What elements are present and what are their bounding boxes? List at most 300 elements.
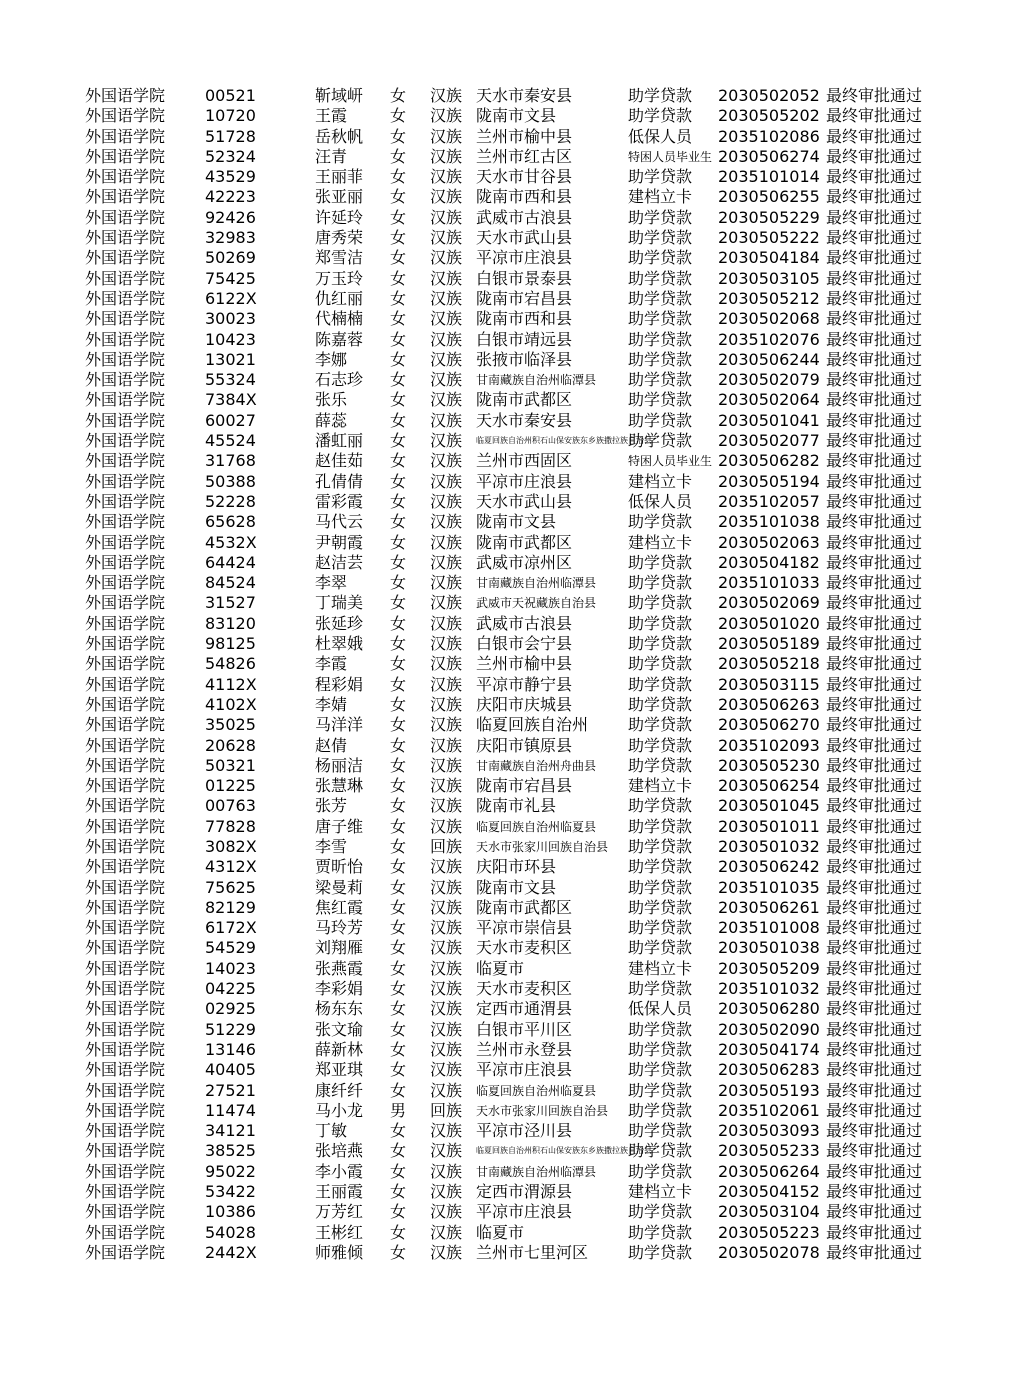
college-cell: 外国语学院 [85, 228, 166, 248]
type-cell: 助学贷款 [628, 573, 693, 593]
id-cell: 60027 [205, 410, 256, 430]
ethnicity-cell: 汉族 [430, 1141, 463, 1161]
id-cell: 65628 [205, 512, 256, 532]
ethnicity-cell: 汉族 [430, 776, 463, 796]
college-cell: 外国语学院 [85, 1080, 166, 1100]
status-cell: 最终审批通过 [826, 634, 923, 654]
region-cell: 临夏市 [476, 1222, 525, 1242]
table-row [85, 492, 945, 512]
name-cell: 李翠 [315, 573, 348, 593]
college-cell: 外国语学院 [85, 349, 166, 369]
code-cell: 2030503105 [718, 268, 820, 288]
status-cell: 最终审批通过 [826, 938, 923, 958]
table-row [85, 1040, 945, 1060]
gender-cell: 女 [390, 654, 407, 674]
region-cell: 天水市武山县 [476, 228, 573, 248]
college-cell: 外国语学院 [85, 816, 166, 836]
table-row [85, 1182, 945, 1202]
status-cell: 最终审批通过 [826, 694, 923, 714]
ethnicity-cell: 汉族 [430, 309, 463, 329]
type-cell: 助学贷款 [628, 613, 693, 633]
gender-cell: 女 [390, 228, 407, 248]
table-row [85, 918, 945, 938]
type-cell: 助学贷款 [628, 755, 693, 775]
gender-cell: 女 [390, 491, 407, 511]
college-cell: 外国语学院 [85, 1121, 166, 1141]
code-cell: 2030505212 [718, 288, 820, 308]
table-row [85, 350, 945, 370]
gender-cell: 女 [390, 836, 407, 856]
college-cell: 外国语学院 [85, 613, 166, 633]
type-cell: 助学贷款 [628, 329, 693, 349]
name-cell: 郑雪洁 [315, 248, 364, 268]
region-cell: 平凉市庄浪县 [476, 471, 573, 491]
ethnicity-cell: 汉族 [430, 694, 463, 714]
college-cell: 外国语学院 [85, 1100, 166, 1120]
code-cell: 2035102057 [718, 491, 820, 511]
table-row [85, 1223, 945, 1243]
ethnicity-cell: 汉族 [430, 207, 463, 227]
name-cell: 马小龙 [315, 1100, 364, 1120]
name-cell: 张慧琳 [315, 776, 364, 796]
name-cell: 薛新林 [315, 1039, 364, 1059]
type-cell: 建档立卡 [628, 187, 693, 207]
type-cell: 助学贷款 [628, 674, 693, 694]
name-cell: 程彩娟 [315, 674, 364, 694]
table-row [85, 1060, 945, 1080]
code-cell: 2030502078 [718, 1242, 820, 1262]
gender-cell: 女 [390, 167, 407, 187]
status-cell: 最终审批通过 [826, 715, 923, 735]
college-cell: 外国语学院 [85, 634, 166, 654]
name-cell: 杨丽洁 [315, 755, 364, 775]
college-cell: 外国语学院 [85, 431, 166, 451]
name-cell: 万芳红 [315, 1202, 364, 1222]
ethnicity-cell: 回族 [430, 836, 463, 856]
ethnicity-cell: 汉族 [430, 370, 463, 390]
gender-cell: 女 [390, 309, 407, 329]
type-cell: 助学贷款 [628, 735, 693, 755]
table-row [85, 553, 945, 573]
id-cell: 95022 [205, 1161, 256, 1181]
id-cell: 35025 [205, 715, 256, 735]
name-cell: 梁曼莉 [315, 877, 364, 897]
ethnicity-cell: 汉族 [430, 431, 463, 451]
status-cell: 最终审批通过 [826, 207, 923, 227]
gender-cell: 女 [390, 735, 407, 755]
code-cell: 2030505202 [718, 106, 820, 126]
status-cell: 最终审批通过 [826, 958, 923, 978]
region-cell: 陇南市西和县 [476, 187, 573, 207]
name-cell: 杜翠娥 [315, 634, 364, 654]
id-cell: 54826 [205, 654, 256, 674]
table-row [85, 208, 945, 228]
table-row [85, 370, 945, 390]
name-cell: 李娜 [315, 349, 348, 369]
ethnicity-cell: 汉族 [430, 999, 463, 1019]
status-cell: 最终审批通过 [826, 329, 923, 349]
gender-cell: 男 [390, 1100, 407, 1120]
college-cell: 外国语学院 [85, 1202, 166, 1222]
ethnicity-cell: 汉族 [430, 979, 463, 999]
ethnicity-cell: 汉族 [430, 654, 463, 674]
type-cell: 助学贷款 [628, 106, 693, 126]
name-cell: 石志珍 [315, 370, 364, 390]
college-cell: 外国语学院 [85, 86, 166, 105]
code-cell: 2030502090 [718, 1019, 820, 1039]
ethnicity-cell: 汉族 [430, 674, 463, 694]
college-cell: 外国语学院 [85, 146, 166, 166]
region-cell: 陇南市文县 [476, 106, 557, 126]
type-cell: 助学贷款 [628, 816, 693, 836]
name-cell: 王丽菲 [315, 167, 364, 187]
college-cell: 外国语学院 [85, 390, 166, 410]
type-cell: 助学贷款 [628, 552, 693, 572]
id-cell: 02925 [205, 999, 256, 1019]
gender-cell: 女 [390, 288, 407, 308]
table-row [85, 999, 945, 1019]
ethnicity-cell: 汉族 [430, 1039, 463, 1059]
college-cell: 外国语学院 [85, 593, 166, 613]
type-cell: 助学贷款 [628, 634, 693, 654]
type-cell: 助学贷款 [628, 877, 693, 897]
region-cell: 甘南藏族自治州临潭县 [476, 373, 597, 388]
code-cell: 2035101038 [718, 512, 820, 532]
ethnicity-cell: 汉族 [430, 1019, 463, 1039]
id-cell: 82129 [205, 897, 256, 917]
table-row [85, 1243, 945, 1263]
table-row [85, 796, 945, 816]
college-cell: 外国语学院 [85, 370, 166, 390]
ethnicity-cell: 汉族 [430, 938, 463, 958]
ethnicity-cell: 汉族 [430, 532, 463, 552]
status-cell: 最终审批通过 [826, 1141, 923, 1161]
table-row [85, 634, 945, 654]
name-cell: 陈嘉蓉 [315, 329, 364, 349]
code-cell: 2030506280 [718, 999, 820, 1019]
gender-cell: 女 [390, 958, 407, 978]
name-cell: 靳域岍 [315, 86, 364, 105]
status-cell: 最终审批通过 [826, 86, 923, 105]
table-row [85, 1202, 945, 1222]
gender-cell: 女 [390, 796, 407, 816]
status-cell: 最终审批通过 [826, 146, 923, 166]
gender-cell: 女 [390, 268, 407, 288]
name-cell: 马洋洋 [315, 715, 364, 735]
gender-cell: 女 [390, 634, 407, 654]
ethnicity-cell: 汉族 [430, 167, 463, 187]
region-cell: 临夏回族自治州积石山保安族东乡族撒拉族自治县 [476, 1146, 652, 1156]
status-cell: 最终审批通过 [826, 451, 923, 471]
name-cell: 仇红丽 [315, 288, 364, 308]
region-cell: 天水市秦安县 [476, 410, 573, 430]
status-cell: 最终审批通过 [826, 776, 923, 796]
name-cell: 薛蕊 [315, 410, 348, 430]
table-row [85, 248, 945, 268]
id-cell: 01225 [205, 776, 256, 796]
id-cell: 04225 [205, 979, 256, 999]
region-cell: 天水市麦积区 [476, 979, 573, 999]
college-cell: 外国语学院 [85, 552, 166, 572]
name-cell: 雷彩霞 [315, 491, 364, 511]
status-cell: 最终审批通过 [826, 1060, 923, 1080]
status-cell: 最终审批通过 [826, 877, 923, 897]
region-cell: 兰州市七里河区 [476, 1242, 589, 1262]
type-cell: 助学贷款 [628, 1222, 693, 1242]
college-cell: 外国语学院 [85, 918, 166, 938]
type-cell: 助学贷款 [628, 228, 693, 248]
region-cell: 武威市天祝藏族自治县 [476, 596, 597, 611]
college-cell: 外国语学院 [85, 573, 166, 593]
table-row [85, 878, 945, 898]
id-cell: 50269 [205, 248, 256, 268]
code-cell: 2030505230 [718, 755, 820, 775]
region-cell: 陇南市西和县 [476, 309, 573, 329]
name-cell: 唐秀荣 [315, 228, 364, 248]
id-cell: 30023 [205, 309, 256, 329]
region-cell: 陇南市文县 [476, 512, 557, 532]
type-cell: 低保人员 [628, 999, 693, 1019]
gender-cell: 女 [390, 857, 407, 877]
name-cell: 潘虹丽 [315, 431, 364, 451]
type-cell: 助学贷款 [628, 431, 693, 451]
region-cell: 陇南市武都区 [476, 532, 573, 552]
gender-cell: 女 [390, 370, 407, 390]
college-cell: 外国语学院 [85, 755, 166, 775]
ethnicity-cell: 汉族 [430, 715, 463, 735]
id-cell: 3082X [205, 836, 257, 856]
region-cell: 定西市渭源县 [476, 1182, 573, 1202]
gender-cell: 女 [390, 1080, 407, 1100]
status-cell: 最终审批通过 [826, 390, 923, 410]
gender-cell: 女 [390, 979, 407, 999]
name-cell: 李霞 [315, 654, 348, 674]
gender-cell: 女 [390, 1121, 407, 1141]
id-cell: 13146 [205, 1039, 256, 1059]
name-cell: 马玲芳 [315, 918, 364, 938]
type-cell: 助学贷款 [628, 593, 693, 613]
code-cell: 2030501032 [718, 836, 820, 856]
status-cell: 最终审批通过 [826, 106, 923, 126]
id-cell: 98125 [205, 634, 256, 654]
table-row [85, 654, 945, 674]
college-cell: 外国语学院 [85, 938, 166, 958]
table-row [85, 431, 945, 451]
name-cell: 李婧 [315, 694, 348, 714]
ethnicity-cell: 汉族 [430, 552, 463, 572]
code-cell: 2035101032 [718, 979, 820, 999]
region-cell: 平凉市崇信县 [476, 918, 573, 938]
ethnicity-cell: 汉族 [430, 126, 463, 146]
region-cell: 临夏回族自治州积石山保安族东乡族撒拉族自治县 [476, 436, 652, 446]
college-cell: 外国语学院 [85, 106, 166, 126]
code-cell: 2030501011 [718, 816, 820, 836]
code-cell: 2030506261 [718, 897, 820, 917]
type-cell: 助学贷款 [628, 288, 693, 308]
ethnicity-cell: 汉族 [430, 593, 463, 613]
college-cell: 外国语学院 [85, 674, 166, 694]
gender-cell: 女 [390, 1039, 407, 1059]
type-cell: 助学贷款 [628, 897, 693, 917]
status-cell: 最终审批通过 [826, 309, 923, 329]
code-cell: 2030506270 [718, 715, 820, 735]
status-cell: 最终审批通过 [826, 836, 923, 856]
type-cell: 建档立卡 [628, 1182, 693, 1202]
name-cell: 赵倩 [315, 735, 348, 755]
table-row [85, 756, 945, 776]
region-cell: 天水市张家川回族自治县 [476, 839, 609, 854]
table-row [85, 675, 945, 695]
code-cell: 2030502069 [718, 593, 820, 613]
code-cell: 2030502052 [718, 86, 820, 105]
college-cell: 外国语学院 [85, 796, 166, 816]
id-cell: 31768 [205, 451, 256, 471]
code-cell: 2035102076 [718, 329, 820, 349]
name-cell: 贾昕怡 [315, 857, 364, 877]
region-cell: 天水市武山县 [476, 491, 573, 511]
status-cell: 最终审批通过 [826, 1242, 923, 1262]
table-row [85, 715, 945, 735]
id-cell: 43529 [205, 167, 256, 187]
ethnicity-cell: 汉族 [430, 248, 463, 268]
type-cell: 助学贷款 [628, 1019, 693, 1039]
type-cell: 助学贷款 [628, 715, 693, 735]
type-cell: 助学贷款 [628, 309, 693, 329]
status-cell: 最终审批通过 [826, 755, 923, 775]
id-cell: 53422 [205, 1182, 256, 1202]
status-cell: 最终审批通过 [826, 552, 923, 572]
status-cell: 最终审批通过 [826, 654, 923, 674]
college-cell: 外国语学院 [85, 268, 166, 288]
gender-cell: 女 [390, 877, 407, 897]
status-cell: 最终审批通过 [826, 613, 923, 633]
name-cell: 尹朝霞 [315, 532, 364, 552]
college-cell: 外国语学院 [85, 735, 166, 755]
id-cell: 45524 [205, 431, 256, 451]
status-cell: 最终审批通过 [826, 349, 923, 369]
ethnicity-cell: 汉族 [430, 187, 463, 207]
region-cell: 武威市古浪县 [476, 613, 573, 633]
college-cell: 外国语学院 [85, 1242, 166, 1262]
status-cell: 最终审批通过 [826, 1222, 923, 1242]
college-cell: 外国语学院 [85, 532, 166, 552]
name-cell: 张亚丽 [315, 187, 364, 207]
status-cell: 最终审批通过 [826, 288, 923, 308]
table-row [85, 614, 945, 634]
college-cell: 外国语学院 [85, 1141, 166, 1161]
region-cell: 陇南市宕昌县 [476, 288, 573, 308]
name-cell: 马代云 [315, 512, 364, 532]
status-cell: 最终审批通过 [826, 228, 923, 248]
table-row [85, 857, 945, 877]
name-cell: 刘翔雁 [315, 938, 364, 958]
type-cell: 助学贷款 [628, 1141, 693, 1161]
id-cell: 4112X [205, 674, 257, 694]
table-row [85, 330, 945, 350]
ethnicity-cell: 汉族 [430, 857, 463, 877]
type-cell: 助学贷款 [628, 979, 693, 999]
status-cell: 最终审批通过 [826, 1100, 923, 1120]
gender-cell: 女 [390, 86, 407, 105]
college-cell: 外国语学院 [85, 167, 166, 187]
ethnicity-cell: 汉族 [430, 106, 463, 126]
table-row [85, 289, 945, 309]
table-row [85, 959, 945, 979]
type-cell: 助学贷款 [628, 349, 693, 369]
ethnicity-cell: 汉族 [430, 86, 463, 105]
status-cell: 最终审批通过 [826, 593, 923, 613]
code-cell: 2030502077 [718, 431, 820, 451]
type-cell: 助学贷款 [628, 1039, 693, 1059]
id-cell: 34121 [205, 1121, 256, 1141]
gender-cell: 女 [390, 1182, 407, 1202]
gender-cell: 女 [390, 1060, 407, 1080]
status-cell: 最终审批通过 [826, 816, 923, 836]
college-cell: 外国语学院 [85, 776, 166, 796]
code-cell: 2030502063 [718, 532, 820, 552]
name-cell: 杨东东 [315, 999, 364, 1019]
college-cell: 外国语学院 [85, 126, 166, 146]
region-cell: 天水市甘谷县 [476, 167, 573, 187]
gender-cell: 女 [390, 532, 407, 552]
type-cell: 助学贷款 [628, 1060, 693, 1080]
code-cell: 2030501045 [718, 796, 820, 816]
status-cell: 最终审批通过 [826, 431, 923, 451]
college-cell: 外国语学院 [85, 451, 166, 471]
status-cell: 最终审批通过 [826, 410, 923, 430]
type-cell: 建档立卡 [628, 958, 693, 978]
ethnicity-cell: 汉族 [430, 288, 463, 308]
code-cell: 2030506264 [718, 1161, 820, 1181]
college-cell: 外国语学院 [85, 836, 166, 856]
name-cell: 张乐 [315, 390, 348, 410]
college-cell: 外国语学院 [85, 715, 166, 735]
gender-cell: 女 [390, 715, 407, 735]
college-cell: 外国语学院 [85, 1019, 166, 1039]
ethnicity-cell: 汉族 [430, 451, 463, 471]
region-cell: 陇南市武都区 [476, 390, 573, 410]
id-cell: 52228 [205, 491, 256, 511]
table-row [85, 309, 945, 329]
region-cell: 甘南藏族自治州舟曲县 [476, 758, 597, 773]
type-cell: 助学贷款 [628, 694, 693, 714]
code-cell: 2030501041 [718, 410, 820, 430]
name-cell: 张培燕 [315, 1141, 364, 1161]
table-row [85, 573, 945, 593]
college-cell: 外国语学院 [85, 410, 166, 430]
college-cell: 外国语学院 [85, 877, 166, 897]
gender-cell: 女 [390, 329, 407, 349]
college-cell: 外国语学院 [85, 309, 166, 329]
college-cell: 外国语学院 [85, 471, 166, 491]
table-row [85, 228, 945, 248]
gender-cell: 女 [390, 512, 407, 532]
college-cell: 外国语学院 [85, 187, 166, 207]
name-cell: 张芳 [315, 796, 348, 816]
code-cell: 2030504182 [718, 552, 820, 572]
gender-cell: 女 [390, 1202, 407, 1222]
gender-cell: 女 [390, 410, 407, 430]
id-cell: 38525 [205, 1141, 256, 1161]
region-cell: 平凉市庄浪县 [476, 248, 573, 268]
table-row [85, 776, 945, 796]
gender-cell: 女 [390, 431, 407, 451]
id-cell: 31527 [205, 593, 256, 613]
type-cell: 低保人员 [628, 126, 693, 146]
region-cell: 天水市秦安县 [476, 86, 573, 105]
approval-list-table [85, 86, 945, 1263]
region-cell: 临夏市 [476, 958, 525, 978]
